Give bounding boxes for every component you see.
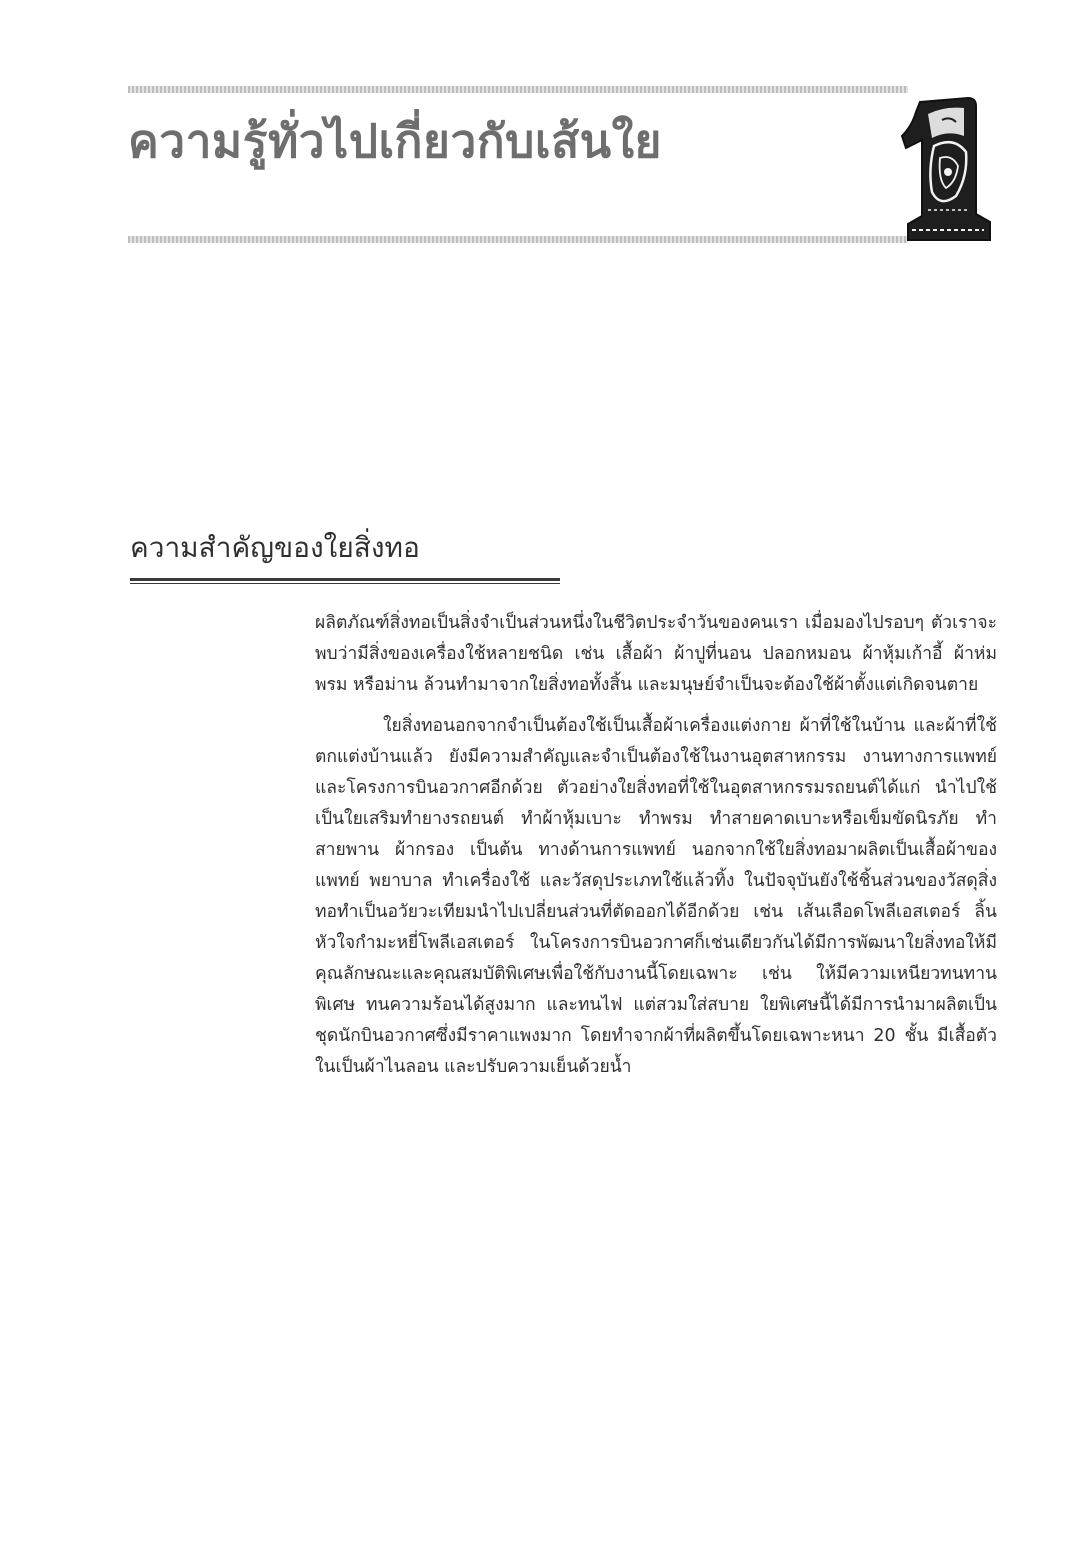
body-text: [315, 608, 997, 1093]
section-heading-underline: [130, 578, 560, 584]
paragraph: ผลิตภัณฑ์สิ่งทอเป็นสิ่งจำเป็นส่วนหนึ่งในชีวิตประจำวันของคนเรา เมื่อมองไปรอบๆ ตัวเราจะพบว่ามีสิ่งของเครื่องใช้หลายชนิด เช่น เสื้อผ้า ผ้าปูที่นอน ปลอกหมอน ผ้าหุ้มเก้าอี้ ผ้าห่ม พรม หรือม่าน ล้วนทำมาจากใยสิ่งทอทั้งสิ้น และมนุษย์จำเป็นจะต้องใช้ผ้าตั้งแต่เกิดจนตาย: [315, 613, 997, 695]
chapter-number-1-ornament-icon: [898, 96, 994, 242]
chapter-title: ความรู้ทั่วไปเกี่ยวกับเส้นใย: [128, 114, 663, 168]
header-top-rule: [128, 86, 908, 93]
section-heading: ความสำคัญของใยสิ่งทอ: [130, 531, 420, 564]
paragraph: ใยสิ่งทอนอกจากจำเป็นต้องใช้เป็นเสื้อผ้าเครื่องแต่งกาย ผ้าที่ใช้ในบ้าน และผ้าที่ใช้ตกแต่งบ้านแล้ว ยังมีความสำคัญและจำเป็นต้องใช้ในงานอุตสาหกรรม งานทางการแพทย์ และโครงการบินอวกาศอีกด้วย ตัวอย่างใยสิ่งทอที่ใช้ในอุตสาหกรรมรถยนต์ได้แก่ นำไปใช้เป็นใยเสริมทำยางรถยนต์ ทำผ้าหุ้มเบาะ ทำพรม ทำสายคาดเบาะหรือเข็มขัดนิรภัย ทำสายพาน ผ้ากรอง เป็นต้น ทางด้านการแพทย์ นอกจากใช้ใยสิ่งทอมาผลิตเป็นเสื้อผ้าของแพทย์ พยาบาล ทำเครื่องใช้ และวัสดุประเภทใช้แล้วทิ้ง ในปัจจุบันยังใช้ชิ้นส่วนของวัสดุสิ่งทอทำเป็นอวัยวะเทียมนำไปเปลี่ยนส่วนที่ตัดออกได้อีกด้วย เช่น เส้นเลือดโพลีเอสเตอร์ ลิ้นหัวใจกำมะหยี่โพลีเอสเตอร์ ในโครงการบินอวกาศก็เช่นเดียวกันได้มีการพัฒนาใยสิ่งทอให้มีคุณลักษณะและคุณสมบัติพิเศษเพื่อใช้กับงานนี้โดยเฉพาะ เช่น ให้มีความเหนียวทนทานพิเศษ ทนความร้อนได้สูงมาก และทนไฟ แต่สวมใส่สบาย ใยพิเศษนี้ได้มีการนำมาผลิตเป็นชุดนักบินอวกาศซึ่งมีราคาแพงมาก โดยทำจากผ้าที่ผลิตขึ้นโดยเฉพาะหนา 20 ชั้น มีเสื้อตัวในเป็นผ้าไนลอน และปรับความเย็นด้วยน้ำ: [315, 716, 997, 1077]
header-bottom-rule: [128, 236, 908, 243]
